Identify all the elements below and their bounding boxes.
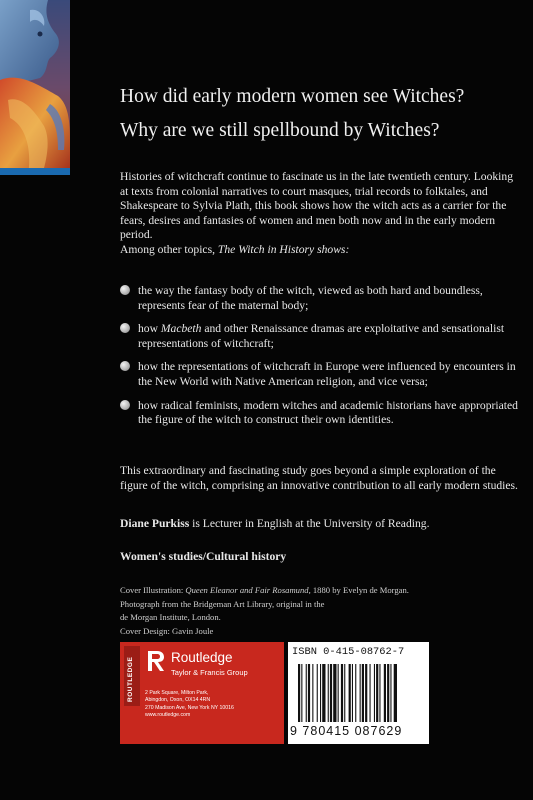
barcode-bar (308, 664, 310, 722)
barcode-bar (379, 664, 380, 722)
publisher-group: Taylor & Francis Group (171, 668, 248, 677)
barcode-bar (387, 664, 389, 722)
conclusion-text: This extraordinary and fascinating study goes beyond a simple exploration of the figure of the witch, comprising an innovative contribution to all early modern studies. (120, 464, 518, 492)
list-item-text: how radical feminists, modern witches and academic historians have appropriated the figure of the witch to construct their own identities. (138, 398, 518, 427)
barcode-bar (322, 664, 325, 722)
publisher-address (145, 690, 234, 720)
headline-question-2: Why are we still spellbound by Witches? (120, 120, 440, 141)
intro-lead (120, 243, 520, 258)
bullet-dot-icon (120, 323, 130, 333)
bullet-dot-icon (120, 361, 130, 371)
illustration-credit-prefix: Cover Illustration: (120, 585, 184, 595)
book-title: The Witch in History shows: (217, 242, 350, 256)
barcode-bar (384, 664, 386, 722)
barcode-bar (390, 664, 391, 722)
barcode-bar (317, 664, 318, 722)
publisher-block (120, 642, 284, 744)
barcode-bar (306, 664, 307, 722)
address-line: 2 Park Square, Milton Park, (145, 690, 209, 696)
topic-list (120, 284, 525, 437)
cover-artwork (0, 0, 70, 175)
intro-paragraph: Histories of witchcraft continue to fascinate us in the late twentieth century. Looking at texts from colonial narratives to court masques, trial records to folktales, and Shakespeare to Sylvia Plath, this book shows how the witch acts as a carrier for the fears, desires and fantasies of women and men both now and in the early modern period. (120, 170, 513, 242)
list-item (120, 322, 525, 351)
publisher-vertical-mark (124, 646, 140, 706)
barcode-icon (298, 664, 419, 722)
address-line: 270 Madison Ave, New York NY 10016 (145, 704, 234, 711)
author-bio (120, 517, 520, 532)
barcode-bar (301, 664, 302, 722)
barcode-bar (360, 664, 361, 722)
illustration-title: Queen Eleanor and Fair Rosamund, (185, 585, 311, 595)
barcode-bar (376, 664, 378, 722)
barcode-bar (328, 664, 329, 722)
barcode-bar (298, 664, 300, 722)
barcode-bar (352, 664, 353, 722)
illustration-credit-suffix: 1880 by Evelyn de Morgan. (312, 585, 409, 595)
isbn-barcode-block (288, 642, 429, 744)
barcode-bar (362, 664, 364, 722)
subject-category: Women's studies/Cultural history (120, 550, 287, 563)
barcode-bar (312, 664, 313, 722)
list-item-text: and other Renaissance dramas are exploitative and sensationalist representations of witchcraft; (138, 322, 505, 350)
list-item (120, 360, 525, 389)
barcode-bar (344, 664, 345, 722)
author-name: Diane Purkiss (120, 517, 190, 530)
photo-credit-line-1: Photograph from the Bridgeman Art Library, original in the (120, 598, 325, 609)
list-item-text: the way the fantasy body of the witch, viewed as both hard and boundless, represents fear of the maternal body; (138, 284, 483, 312)
headline-question-1: How did early modern women see Witches? (120, 86, 465, 107)
barcode-bar (355, 664, 356, 722)
barcode-bar (349, 664, 351, 722)
barcode-bar (320, 664, 321, 722)
barcode-bar (374, 664, 375, 722)
list-item (120, 284, 525, 313)
barcode-bar (370, 664, 371, 722)
ean-number: 9 780415 087629 (290, 724, 403, 738)
photo-credit-line-2: de Morgan Institute, London. (120, 612, 221, 623)
barcode-bar (341, 664, 343, 722)
list-item-text: how the representations of witchcraft in Europe were influenced by encounters in the New World with Native American religion, and vice versa; (138, 360, 516, 388)
barcode-bar (394, 664, 397, 722)
address-line: www.routledge.com (145, 712, 191, 719)
barcode-bar (338, 664, 339, 722)
publisher-vertical-label: ROUTLEDGE (127, 656, 134, 702)
illustration-credit (120, 584, 530, 598)
publisher-name: Routledge (171, 650, 233, 665)
intro-text (120, 170, 520, 258)
routledge-r-icon (146, 649, 166, 673)
list-item (120, 399, 525, 428)
isbn-label: ISBN 0-415-08762-7 (292, 646, 405, 658)
barcode-bar (330, 664, 332, 722)
cover-credits (120, 584, 530, 638)
barcode-bar (365, 664, 367, 722)
address-line: Abingdon, Oxon, OX14 4RN (145, 697, 211, 704)
design-credit: Cover Design: Gavin Joule (120, 625, 214, 636)
author-bio-text: is Lecturer in English at the University of Reading. (192, 517, 430, 530)
list-item-prefix: how (138, 322, 158, 336)
bullet-dot-icon (120, 400, 130, 410)
bullet-dot-icon (120, 285, 130, 295)
intro-lead-prefix: Among other topics, (120, 242, 215, 256)
play-title: Macbeth (160, 322, 202, 336)
barcode-bar (333, 664, 336, 722)
